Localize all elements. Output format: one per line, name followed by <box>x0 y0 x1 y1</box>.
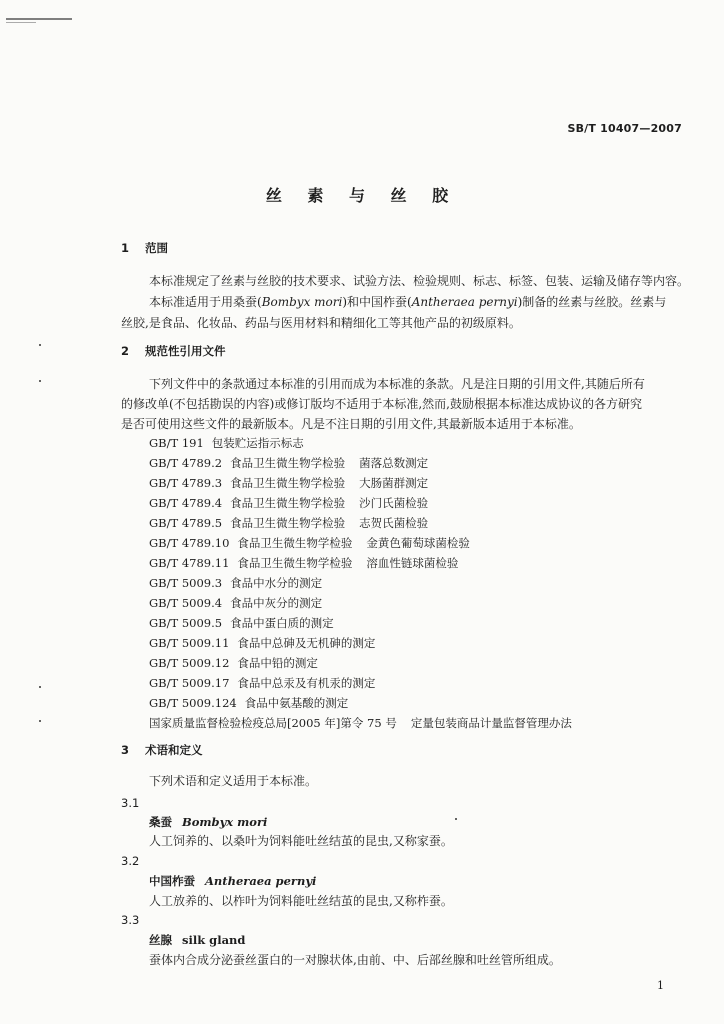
reference-item <box>149 455 428 471</box>
term-definition: 人工放养的、以柞叶为饲料能吐丝结茧的昆虫,又称柞蚕。 <box>149 894 453 908</box>
term-heading <box>149 932 245 948</box>
reference-subtitle: 菌落总数测定 <box>359 456 429 470</box>
document-title: 丝 素 与 丝 胶 <box>265 186 459 205</box>
text-run: )制备的丝素与丝胶。丝素与 <box>517 295 667 309</box>
reference-title: 食品卫生微生物学检验 <box>230 516 346 530</box>
reference-item <box>149 595 322 611</box>
reference-item <box>149 475 428 491</box>
reference-title: 食品中蛋白质的测定 <box>230 616 334 630</box>
term-english: silk gland <box>182 933 246 947</box>
reference-subtitle: 大肠菌群测定 <box>359 476 429 490</box>
reference-code: GB/T 191 <box>149 436 204 450</box>
reference-code: GB/T 4789.11 <box>149 556 230 570</box>
reference-title: 食品中灰分的测定 <box>230 596 323 610</box>
term-definition: 蚕体内合成分泌蚕丝蛋白的一对腺状体,由前、中、后部丝腺和吐丝管所组成。 <box>149 953 561 967</box>
reference-subtitle: 志贺氏菌检验 <box>359 516 429 530</box>
reference-title: 食品中总砷及无机砷的测定 <box>237 636 376 650</box>
section-number: 3 <box>121 743 130 757</box>
reference-code: GB/T 5009.17 <box>149 676 230 690</box>
reference-item <box>149 655 318 671</box>
clause-number: 3.1 <box>121 796 140 810</box>
reference-item <box>149 575 322 591</box>
reference-code: GB/T 5009.12 <box>149 656 230 670</box>
reference-item <box>149 635 375 651</box>
reference-subtitle: 金黄色葡萄球菌检验 <box>366 536 470 550</box>
reference-code: GB/T 5009.124 <box>149 696 237 710</box>
reference-title: 食品中氨基酸的测定 <box>244 696 349 710</box>
term-latin: Antheraea pernyi <box>205 874 317 888</box>
scan-speck <box>39 380 41 382</box>
term-chinese: 中国柞蚕 <box>149 874 195 888</box>
latin-name: Bombyx mori <box>261 295 343 309</box>
clause-number: 3.3 <box>121 913 140 927</box>
normative-intro-2: 的修改单(不包括勘误的内容)或修订版均不适用于本标准,然而,鼓励根据本标准达成协议的各方研究 <box>121 397 642 411</box>
reference-code: GB/T 4789.2 <box>149 456 223 470</box>
reference-item <box>149 515 428 531</box>
reference-code: GB/T 5009.3 <box>149 576 223 590</box>
term-heading <box>149 814 267 830</box>
page-number: 1 <box>657 979 664 992</box>
normative-intro-1: 下列文件中的条款通过本标准的引用而成为本标准的条款。凡是注日期的引用文件,其随后所有 <box>149 377 645 391</box>
scope-paragraph-1: 本标准规定了丝素与丝胶的技术要求、试验方法、检验规则、标志、标签、包装、运输及储存等内容。 <box>149 274 690 288</box>
scan-speck <box>455 818 457 820</box>
normative-intro-3: 是否可使用这些文件的最新版本。凡是不注日期的引用文件,其最新版本适用于本标准。 <box>121 417 581 431</box>
scan-speck <box>39 686 41 688</box>
reference-item <box>149 535 470 551</box>
reference-title: 食品中水分的测定 <box>230 576 323 590</box>
term-heading <box>149 873 316 889</box>
section-3-heading <box>121 742 203 758</box>
scope-paragraph-2-cont: 丝胶,是食品、化妆品、药品与医用材料和精细化工等其他产品的初级原料。 <box>121 316 521 330</box>
reference-title: 食品中总汞及有机汞的测定 <box>237 676 376 690</box>
decree-reference: 国家质量监督检验检疫总局[2005 年]第令 75 号 <box>149 716 397 730</box>
scan-speck <box>39 344 41 346</box>
reference-title: 食品卫生微生物学检验 <box>230 496 346 510</box>
term-latin: Bombyx mori <box>182 815 268 829</box>
section-number: 2 <box>121 344 130 358</box>
term-chinese: 桑蚕 <box>149 815 172 829</box>
section-title: 术语和定义 <box>145 743 203 757</box>
reference-item <box>149 435 304 451</box>
section-title: 规范性引用文件 <box>145 344 226 358</box>
section-1-heading <box>121 240 168 256</box>
reference-title: 食品卫生微生物学检验 <box>230 456 346 470</box>
reference-code: GB/T 5009.4 <box>149 596 223 610</box>
term-definition: 人工饲养的、以桑叶为饲料能吐丝结茧的昆虫,又称家蚕。 <box>149 834 453 848</box>
reference-subtitle: 溶血性链球菌检验 <box>366 556 459 570</box>
reference-item <box>149 715 572 731</box>
scan-speck <box>39 720 41 722</box>
reference-item <box>149 615 334 631</box>
section-title: 范围 <box>145 241 168 255</box>
reference-item <box>149 495 428 511</box>
scope-paragraph-2 <box>149 294 666 310</box>
reference-code: GB/T 4789.10 <box>149 536 230 550</box>
reference-code: GB/T 4789.5 <box>149 516 223 530</box>
reference-item <box>149 695 348 711</box>
scan-artifact <box>6 18 72 20</box>
standard-code: SB/T 10407—2007 <box>567 122 682 135</box>
reference-title: 包装贮运指示标志 <box>211 436 304 450</box>
text-run: )和中国柞蚕( <box>342 295 412 309</box>
section-number: 1 <box>121 241 130 255</box>
reference-code: GB/T 5009.11 <box>149 636 230 650</box>
reference-code: GB/T 4789.4 <box>149 496 223 510</box>
section-2-heading <box>121 343 226 359</box>
latin-name: Antheraea pernyi <box>411 295 518 309</box>
reference-item <box>149 675 375 691</box>
reference-title: 食品中铅的测定 <box>237 656 318 670</box>
reference-title: 食品卫生微生物学检验 <box>237 536 353 550</box>
terms-intro: 下列术语和定义适用于本标准。 <box>149 774 318 788</box>
reference-code: GB/T 5009.5 <box>149 616 223 630</box>
scan-artifact <box>6 22 36 23</box>
text-run: 本标准适用于用桑蚕( <box>149 295 262 309</box>
reference-title: 食品卫生微生物学检验 <box>237 556 353 570</box>
reference-title: 食品卫生微生物学检验 <box>230 476 346 490</box>
reference-code: GB/T 4789.3 <box>149 476 223 490</box>
term-chinese: 丝腺 <box>149 933 172 947</box>
reference-subtitle: 沙门氏菌检验 <box>359 496 429 510</box>
decree-title: 定量包装商品计量监督管理办法 <box>410 716 572 730</box>
reference-item <box>149 555 458 571</box>
clause-number: 3.2 <box>121 854 140 868</box>
